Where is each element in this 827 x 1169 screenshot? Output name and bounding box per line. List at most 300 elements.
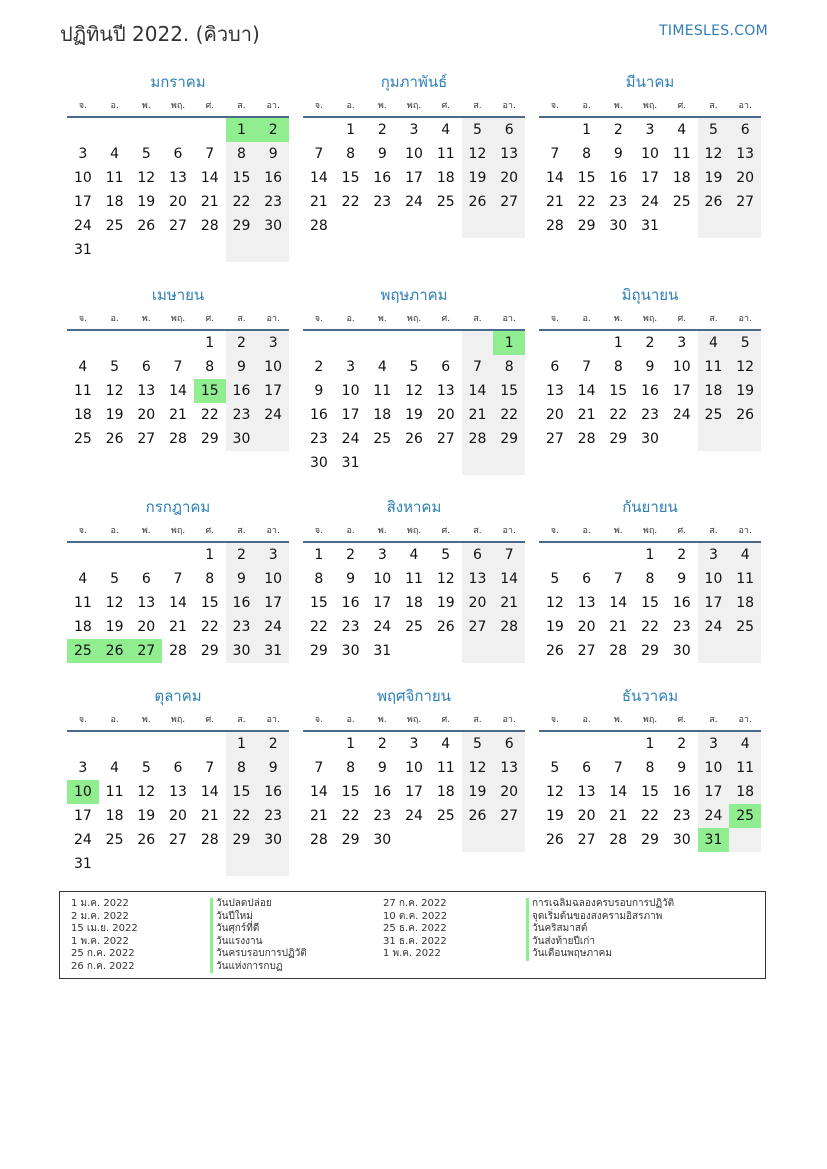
- week-row: [539, 756, 761, 780]
- day-cell: 16: [672, 595, 691, 611]
- day-cell: 16: [373, 170, 392, 186]
- day-cell: 5: [141, 760, 151, 776]
- day-cell: 8: [205, 571, 215, 587]
- holiday-day-cell: 31: [698, 828, 730, 852]
- month-12: [539, 686, 761, 852]
- day-cell: 9: [226, 355, 258, 379]
- day-cell: 18: [729, 591, 761, 615]
- week-row: [67, 166, 289, 190]
- day-cell: 7: [173, 359, 183, 375]
- weekday-label: จ.: [78, 101, 87, 111]
- legend-names-col-1: [210, 898, 307, 973]
- empty-cell: [99, 852, 131, 876]
- day-cell: 20: [137, 407, 156, 423]
- empty-cell: [130, 118, 162, 142]
- day-cell: 20: [462, 591, 494, 615]
- weekday-label: ส.: [709, 526, 718, 536]
- day-cell: 10: [405, 146, 423, 162]
- weekday-label: ศ.: [205, 101, 215, 111]
- empty-cell: [493, 451, 525, 475]
- holiday-day-cell: 15: [194, 379, 226, 403]
- day-cell: 1: [645, 736, 655, 752]
- day-cell: 3: [78, 760, 88, 776]
- day-cell: 12: [137, 784, 156, 800]
- legend-holiday-name: วันปลดปล่อย: [210, 898, 307, 911]
- day-cell: 11: [729, 567, 761, 591]
- day-cell: 28: [545, 218, 564, 234]
- empty-cell: [571, 543, 603, 567]
- day-cell: 26: [698, 190, 730, 214]
- empty-cell: [130, 852, 162, 876]
- holiday-legend: [59, 891, 766, 979]
- day-cell: 17: [257, 379, 289, 403]
- weekday-label: พฤ.: [170, 101, 186, 111]
- empty-cell: [729, 427, 761, 451]
- day-cell: 13: [493, 142, 525, 166]
- weekday-label: อา.: [502, 314, 516, 324]
- empty-cell: [729, 828, 761, 852]
- day-cell: 3: [346, 359, 356, 375]
- day-cell: 5: [729, 331, 761, 355]
- day-cell: 6: [550, 359, 560, 375]
- day-cell: 29: [641, 832, 659, 848]
- day-cell: 14: [169, 383, 187, 399]
- day-cell: 25: [405, 619, 423, 635]
- day-cell: 11: [405, 571, 423, 587]
- day-cell: 24: [73, 832, 92, 848]
- weekday-label: อ.: [346, 314, 355, 324]
- day-cell: 23: [341, 619, 360, 635]
- day-cell: 9: [226, 567, 258, 591]
- day-cell: 20: [436, 407, 455, 423]
- month-3: [539, 72, 761, 238]
- legend-holiday-name: วันแรงงาน: [210, 936, 307, 949]
- week-row: [303, 142, 525, 166]
- weekday-label: ศ.: [205, 314, 215, 324]
- day-cell: 2: [613, 122, 623, 138]
- day-cell: 20: [137, 619, 156, 635]
- month-11: [303, 686, 525, 852]
- day-cell: 22: [309, 619, 328, 635]
- legend-holiday-name: วันปีใหม่: [210, 911, 307, 924]
- week-row: [67, 591, 289, 615]
- empty-cell: [462, 828, 494, 852]
- day-cell: 12: [729, 355, 761, 379]
- day-cell: 29: [609, 431, 628, 447]
- day-cell: 25: [672, 194, 691, 210]
- weekday-label: ส.: [237, 314, 246, 324]
- day-cell: 5: [698, 118, 730, 142]
- day-cell: 15: [577, 170, 596, 186]
- week-row: [303, 451, 525, 475]
- day-cell: 6: [493, 732, 525, 756]
- weekday-label: พ.: [141, 101, 151, 111]
- week-row: [67, 615, 289, 639]
- weekday-header: [303, 712, 525, 732]
- day-cell: 1: [226, 732, 258, 756]
- week-row: [303, 591, 525, 615]
- month-name: สิงหาคม: [386, 498, 442, 516]
- day-cell: 27: [729, 190, 761, 214]
- day-cell: 17: [373, 595, 392, 611]
- day-cell: 30: [609, 218, 628, 234]
- weekday-label: อา.: [502, 526, 516, 536]
- day-cell: 21: [577, 407, 596, 423]
- day-cell: 26: [729, 403, 761, 427]
- weekday-label: พ.: [377, 526, 387, 536]
- day-cell: 1: [613, 335, 623, 351]
- week-row: [303, 732, 525, 756]
- day-cell: 2: [226, 543, 258, 567]
- month-10: [67, 686, 289, 876]
- day-cell: 2: [377, 736, 387, 752]
- empty-cell: [130, 732, 162, 756]
- day-cell: 7: [462, 355, 494, 379]
- weekday-label: พ.: [613, 526, 623, 536]
- day-cell: 23: [257, 190, 289, 214]
- day-cell: 20: [577, 808, 596, 824]
- day-cell: 13: [137, 383, 156, 399]
- day-cell: 14: [309, 170, 328, 186]
- day-cell: 16: [226, 379, 258, 403]
- empty-cell: [493, 214, 525, 238]
- week-row: [539, 591, 761, 615]
- day-cell: 18: [436, 784, 455, 800]
- day-cell: 6: [582, 571, 592, 587]
- day-cell: 1: [346, 122, 356, 138]
- empty-cell: [539, 118, 571, 142]
- day-cell: 22: [641, 808, 659, 824]
- weekday-header: [539, 712, 761, 732]
- page-title: ปฏิทินปี 2022. (คิวบา): [60, 22, 260, 46]
- day-cell: 14: [545, 170, 564, 186]
- holiday-day-cell: 1: [493, 331, 525, 355]
- day-cell: 27: [436, 431, 455, 447]
- weekday-label: พฤ.: [406, 526, 422, 536]
- day-cell: 11: [436, 146, 455, 162]
- day-cell: 12: [698, 142, 730, 166]
- day-cell: 20: [493, 780, 525, 804]
- day-cell: 10: [341, 383, 360, 399]
- day-cell: 4: [377, 359, 387, 375]
- day-cell: 16: [257, 780, 289, 804]
- legend-date: 2 ม.ค. 2022: [71, 910, 129, 922]
- day-cell: 12: [545, 595, 564, 611]
- day-cell: 6: [582, 760, 592, 776]
- week-row: [67, 852, 289, 876]
- week-row: [303, 804, 525, 828]
- legend-holiday-name: วันแห่งการกบฏ: [210, 961, 307, 974]
- brand-link[interactable]: TIMESLES.COM: [659, 23, 768, 39]
- empty-cell: [729, 214, 761, 238]
- weekday-label: ศ.: [441, 101, 451, 111]
- day-cell: 15: [641, 595, 659, 611]
- day-cell: 7: [582, 359, 592, 375]
- week-row: [303, 166, 525, 190]
- day-cell: 29: [577, 218, 596, 234]
- empty-cell: [430, 331, 462, 355]
- day-cell: 8: [205, 359, 215, 375]
- weekday-header: [303, 311, 525, 331]
- weekday-label: พฤ.: [642, 314, 658, 324]
- day-cell: 26: [137, 218, 156, 234]
- empty-cell: [430, 451, 462, 475]
- legend-holiday-name: จุดเริ่มต้นของสงครามอิสรภาพ: [526, 911, 674, 924]
- legend-date: 25 ก.ค. 2022: [71, 948, 135, 959]
- day-cell: 15: [341, 784, 360, 800]
- day-cell: 28: [309, 832, 328, 848]
- day-cell: 2: [314, 359, 324, 375]
- empty-cell: [729, 639, 761, 663]
- day-cell: 9: [677, 571, 687, 587]
- day-cell: 6: [141, 359, 151, 375]
- day-cell: 24: [257, 615, 289, 639]
- day-cell: 8: [645, 571, 655, 587]
- day-cell: 13: [436, 383, 455, 399]
- day-cell: 23: [226, 403, 258, 427]
- day-cell: 2: [257, 732, 289, 756]
- day-cell: 17: [73, 808, 92, 824]
- weekday-label: พฤ.: [642, 526, 658, 536]
- empty-cell: [571, 331, 603, 355]
- day-cell: 28: [493, 615, 525, 639]
- day-cell: 16: [257, 166, 289, 190]
- day-cell: 24: [373, 619, 392, 635]
- day-cell: 13: [169, 170, 187, 186]
- weekday-label: ส.: [473, 526, 482, 536]
- empty-cell: [162, 331, 194, 355]
- legend-holiday-name: วันเดือนพฤษภาคม: [526, 948, 674, 961]
- week-row: [303, 567, 525, 591]
- day-cell: 19: [545, 808, 564, 824]
- day-cell: 27: [577, 832, 596, 848]
- weekday-label: ส.: [237, 101, 246, 111]
- day-cell: 19: [462, 166, 494, 190]
- day-cell: 13: [577, 595, 596, 611]
- day-cell: 30: [672, 643, 691, 659]
- day-cell: 31: [73, 856, 92, 872]
- week-row: [67, 543, 289, 567]
- day-cell: 5: [550, 571, 560, 587]
- day-cell: 22: [200, 619, 219, 635]
- day-cell: 11: [73, 383, 92, 399]
- day-cell: 1: [314, 547, 324, 563]
- day-cell: 6: [462, 543, 494, 567]
- empty-cell: [539, 543, 571, 567]
- holiday-day-cell: 2: [257, 118, 289, 142]
- month-name: กันยายน: [622, 498, 678, 516]
- day-cell: 12: [545, 784, 564, 800]
- day-cell: 30: [641, 431, 659, 447]
- weekday-label: ส.: [709, 314, 718, 324]
- weekday-label: จ.: [314, 526, 323, 536]
- week-row: [67, 828, 289, 852]
- day-cell: 21: [609, 808, 628, 824]
- day-cell: 22: [200, 407, 219, 423]
- day-cell: 20: [577, 619, 596, 635]
- empty-cell: [493, 828, 525, 852]
- weekday-label: ศ.: [677, 314, 687, 324]
- day-cell: 27: [169, 218, 187, 234]
- day-cell: 13: [169, 784, 187, 800]
- day-cell: 22: [577, 194, 596, 210]
- empty-cell: [130, 331, 162, 355]
- day-cell: 1: [645, 547, 655, 563]
- day-cell: 31: [373, 643, 392, 659]
- day-cell: 20: [493, 166, 525, 190]
- day-cell: 5: [441, 547, 451, 563]
- month-name: มิถุนายน: [621, 286, 679, 304]
- day-cell: 13: [462, 567, 494, 591]
- day-cell: 21: [309, 808, 328, 824]
- day-cell: 17: [698, 780, 730, 804]
- day-cell: 3: [257, 331, 289, 355]
- day-cell: 7: [205, 760, 215, 776]
- empty-cell: [130, 238, 162, 262]
- day-cell: 23: [257, 804, 289, 828]
- day-cell: 11: [729, 756, 761, 780]
- day-cell: 15: [226, 166, 258, 190]
- week-row: [67, 331, 289, 355]
- month-5: [303, 285, 525, 475]
- weekday-label: พ.: [141, 715, 151, 725]
- weekday-label: อา.: [738, 526, 752, 536]
- day-cell: 17: [257, 591, 289, 615]
- day-cell: 13: [137, 595, 156, 611]
- weekday-label: ศ.: [441, 314, 451, 324]
- empty-cell: [194, 852, 226, 876]
- weekday-label: อ.: [110, 314, 119, 324]
- day-cell: 7: [314, 760, 324, 776]
- empty-cell: [602, 732, 634, 756]
- day-cell: 16: [641, 383, 659, 399]
- day-cell: 23: [609, 194, 628, 210]
- day-cell: 22: [226, 190, 258, 214]
- weekday-label: อ.: [582, 715, 591, 725]
- day-cell: 10: [672, 359, 691, 375]
- empty-cell: [698, 214, 730, 238]
- weekday-label: อ.: [346, 101, 355, 111]
- day-cell: 29: [226, 828, 258, 852]
- day-cell: 21: [493, 591, 525, 615]
- week-row: [539, 166, 761, 190]
- day-cell: 19: [405, 407, 423, 423]
- day-cell: 8: [493, 355, 525, 379]
- weekday-header: [67, 712, 289, 732]
- empty-cell: [666, 214, 698, 238]
- day-cell: 28: [200, 218, 219, 234]
- weekday-label: ส.: [237, 526, 246, 536]
- weekday-label: จ.: [550, 101, 559, 111]
- day-cell: 26: [545, 832, 564, 848]
- week-row: [539, 828, 761, 852]
- day-cell: 28: [577, 431, 596, 447]
- day-cell: 27: [169, 832, 187, 848]
- day-cell: 8: [346, 146, 356, 162]
- day-cell: 3: [409, 122, 419, 138]
- day-cell: 16: [373, 784, 392, 800]
- day-cell: 14: [577, 383, 596, 399]
- weekday-header: [303, 523, 525, 543]
- holiday-day-cell: 25: [729, 804, 761, 828]
- day-cell: 12: [462, 142, 494, 166]
- day-cell: 24: [405, 194, 423, 210]
- day-cell: 19: [462, 780, 494, 804]
- empty-cell: [430, 639, 462, 663]
- empty-cell: [162, 118, 194, 142]
- day-cell: 6: [141, 571, 151, 587]
- day-cell: 5: [409, 359, 419, 375]
- month-9: [539, 497, 761, 663]
- day-cell: 15: [493, 379, 525, 403]
- empty-cell: [398, 451, 430, 475]
- day-cell: 15: [641, 784, 659, 800]
- weekday-label: ศ.: [205, 715, 215, 725]
- weekday-label: จ.: [550, 715, 559, 725]
- legend-holiday-name: การเฉลิมฉลองครบรอบการปฏิวัติ: [526, 898, 674, 911]
- empty-cell: [698, 427, 730, 451]
- week-row: [539, 214, 761, 238]
- day-cell: 12: [105, 595, 124, 611]
- empty-cell: [162, 852, 194, 876]
- day-cell: 29: [200, 643, 219, 659]
- day-cell: 9: [377, 146, 387, 162]
- day-cell: 4: [441, 736, 451, 752]
- weekday-label: พฤ.: [642, 715, 658, 725]
- weekday-label: พ.: [377, 314, 387, 324]
- weekday-label: ส.: [473, 715, 482, 725]
- day-cell: 10: [641, 146, 659, 162]
- day-cell: 21: [609, 619, 628, 635]
- day-cell: 4: [698, 331, 730, 355]
- day-cell: 26: [137, 832, 156, 848]
- day-cell: 18: [672, 170, 691, 186]
- holiday-day-cell: 1: [226, 118, 258, 142]
- weekday-header: [539, 98, 761, 118]
- weekday-label: พฤ.: [170, 715, 186, 725]
- legend-date: 1 ม.ค. 2022: [71, 898, 129, 909]
- day-cell: 25: [436, 194, 455, 210]
- day-cell: 10: [373, 571, 392, 587]
- week-row: [67, 238, 289, 262]
- empty-cell: [398, 331, 430, 355]
- day-cell: 11: [698, 355, 730, 379]
- weekday-label: อ.: [110, 101, 119, 111]
- day-cell: 18: [436, 170, 455, 186]
- weekday-label: อ.: [346, 715, 355, 725]
- empty-cell: [398, 214, 430, 238]
- day-cell: 19: [545, 619, 564, 635]
- day-cell: 17: [405, 170, 423, 186]
- week-row: [303, 780, 525, 804]
- day-cell: 17: [641, 170, 659, 186]
- weekday-label: จ.: [314, 314, 323, 324]
- weekday-label: จ.: [314, 715, 323, 725]
- day-cell: 5: [462, 118, 494, 142]
- week-row: [303, 427, 525, 451]
- day-cell: 9: [645, 359, 655, 375]
- empty-cell: [366, 214, 398, 238]
- week-row: [67, 379, 289, 403]
- weekday-label: จ.: [550, 526, 559, 536]
- day-cell: 27: [577, 643, 596, 659]
- day-cell: 3: [409, 736, 419, 752]
- day-cell: 15: [609, 383, 628, 399]
- day-cell: 27: [493, 190, 525, 214]
- day-cell: 4: [729, 543, 761, 567]
- empty-cell: [194, 732, 226, 756]
- holiday-day-cell: 10: [67, 780, 99, 804]
